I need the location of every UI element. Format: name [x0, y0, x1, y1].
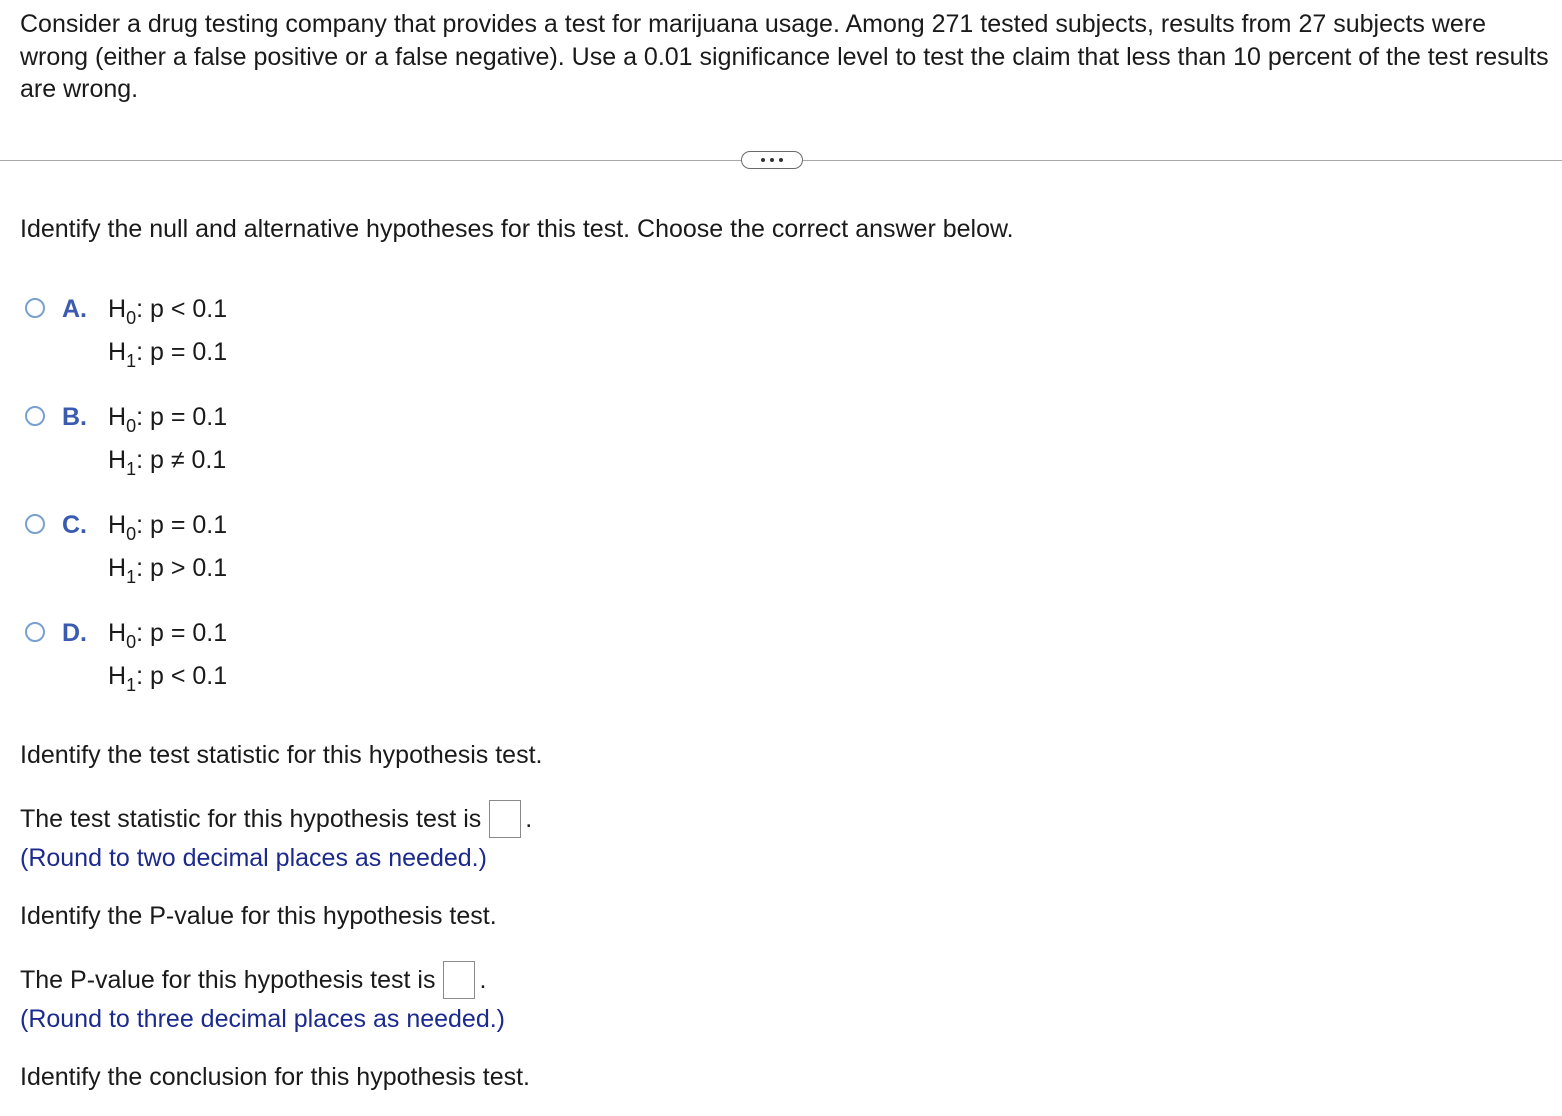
p-value-input[interactable]	[443, 961, 475, 999]
test-statistic-answer-line	[20, 800, 532, 838]
option-c-letter: C.	[62, 511, 87, 539]
expand-more-button[interactable]	[741, 151, 803, 169]
option-a-alt-hypothesis: $H_1$: p = 0.1	[108, 338, 228, 371]
ellipsis-dot-icon	[761, 158, 765, 162]
option-a[interactable]	[22, 294, 322, 374]
option-c-alt-hypothesis: $H_1$: p > 0.1	[108, 554, 228, 587]
radio-button-d[interactable]	[25, 622, 45, 642]
option-a-h1-relation: : p = 0.1	[136, 338, 228, 366]
option-b-h1-relation: : p ≠ 0.1	[136, 446, 227, 474]
h1-subscript: 1	[126, 675, 137, 695]
test-statistic-prompt: Identify the test statistic for this hypothesis test.	[20, 741, 543, 769]
option-b-letter: B.	[62, 403, 87, 431]
h1-subscript: 1	[126, 567, 137, 587]
option-a-h0-relation: : p < 0.1	[136, 295, 228, 323]
h0-subscript: 0	[126, 524, 137, 544]
option-a-letter: A.	[62, 295, 87, 323]
p-value-answer-prefix: The P-value for this hypothesis test is	[20, 966, 436, 994]
h0-subscript: 0	[126, 308, 137, 328]
option-c-h1-relation: : p > 0.1	[136, 554, 228, 582]
option-a-null-hypothesis: $H_0$: p < 0.1	[108, 295, 228, 328]
option-d-null-hypothesis: $H_0$: p = 0.1	[108, 619, 228, 652]
radio-button-a[interactable]	[25, 298, 45, 318]
problem-statement: Consider a drug testing company that provides a test for marijuana usage. Among 271 tested subjects, results from 27 subjects were wrong (either a false positive or a false negative). Use a 0.01 significance level to test the claim that less than 10 percent of the test results are wrong.	[20, 10, 1549, 103]
option-b-h0-relation: : p = 0.1	[136, 403, 228, 431]
option-d-h0-relation: : p = 0.1	[136, 619, 228, 647]
p-value-answer-line	[20, 961, 486, 999]
test-statistic-answer-suffix: .	[525, 805, 533, 833]
option-d[interactable]	[22, 618, 322, 698]
option-d-h1-relation: : p < 0.1	[136, 662, 228, 690]
h1-subscript: 1	[126, 459, 137, 479]
test-statistic-rounding-hint: (Round to two decimal places as needed.)	[20, 844, 487, 872]
test-statistic-input[interactable]	[489, 800, 521, 838]
option-d-alt-hypothesis: $H_1$: p < 0.1	[108, 662, 228, 695]
h0-subscript: 0	[126, 632, 137, 652]
option-b[interactable]	[22, 402, 322, 482]
option-b-null-hypothesis: $H_0$: p = 0.1	[108, 403, 228, 436]
conclusion-prompt: Identify the conclusion for this hypothesis test.	[20, 1063, 530, 1091]
option-c-null-hypothesis: $H_0$: p = 0.1	[108, 511, 228, 544]
p-value-answer-suffix: .	[479, 966, 487, 994]
h0-subscript: 0	[126, 416, 137, 436]
h1-subscript: 1	[126, 351, 137, 371]
option-d-letter: D.	[62, 619, 87, 647]
radio-button-c[interactable]	[25, 514, 45, 534]
ellipsis-dot-icon	[779, 158, 783, 162]
test-statistic-answer-prefix: The test statistic for this hypothesis test is	[20, 805, 482, 833]
ellipsis-dot-icon	[770, 158, 774, 162]
option-b-alt-hypothesis: $H_1$: p ≠ 0.1	[108, 446, 227, 479]
option-c[interactable]	[22, 510, 322, 590]
hypotheses-prompt: Identify the null and alternative hypotheses for this test. Choose the correct answer below.	[20, 215, 1014, 243]
p-value-rounding-hint: (Round to three decimal places as needed.)	[20, 1005, 506, 1033]
option-c-h0-relation: : p = 0.1	[136, 511, 228, 539]
radio-button-b[interactable]	[25, 406, 45, 426]
p-value-prompt: Identify the P-value for this hypothesis test.	[20, 902, 497, 930]
